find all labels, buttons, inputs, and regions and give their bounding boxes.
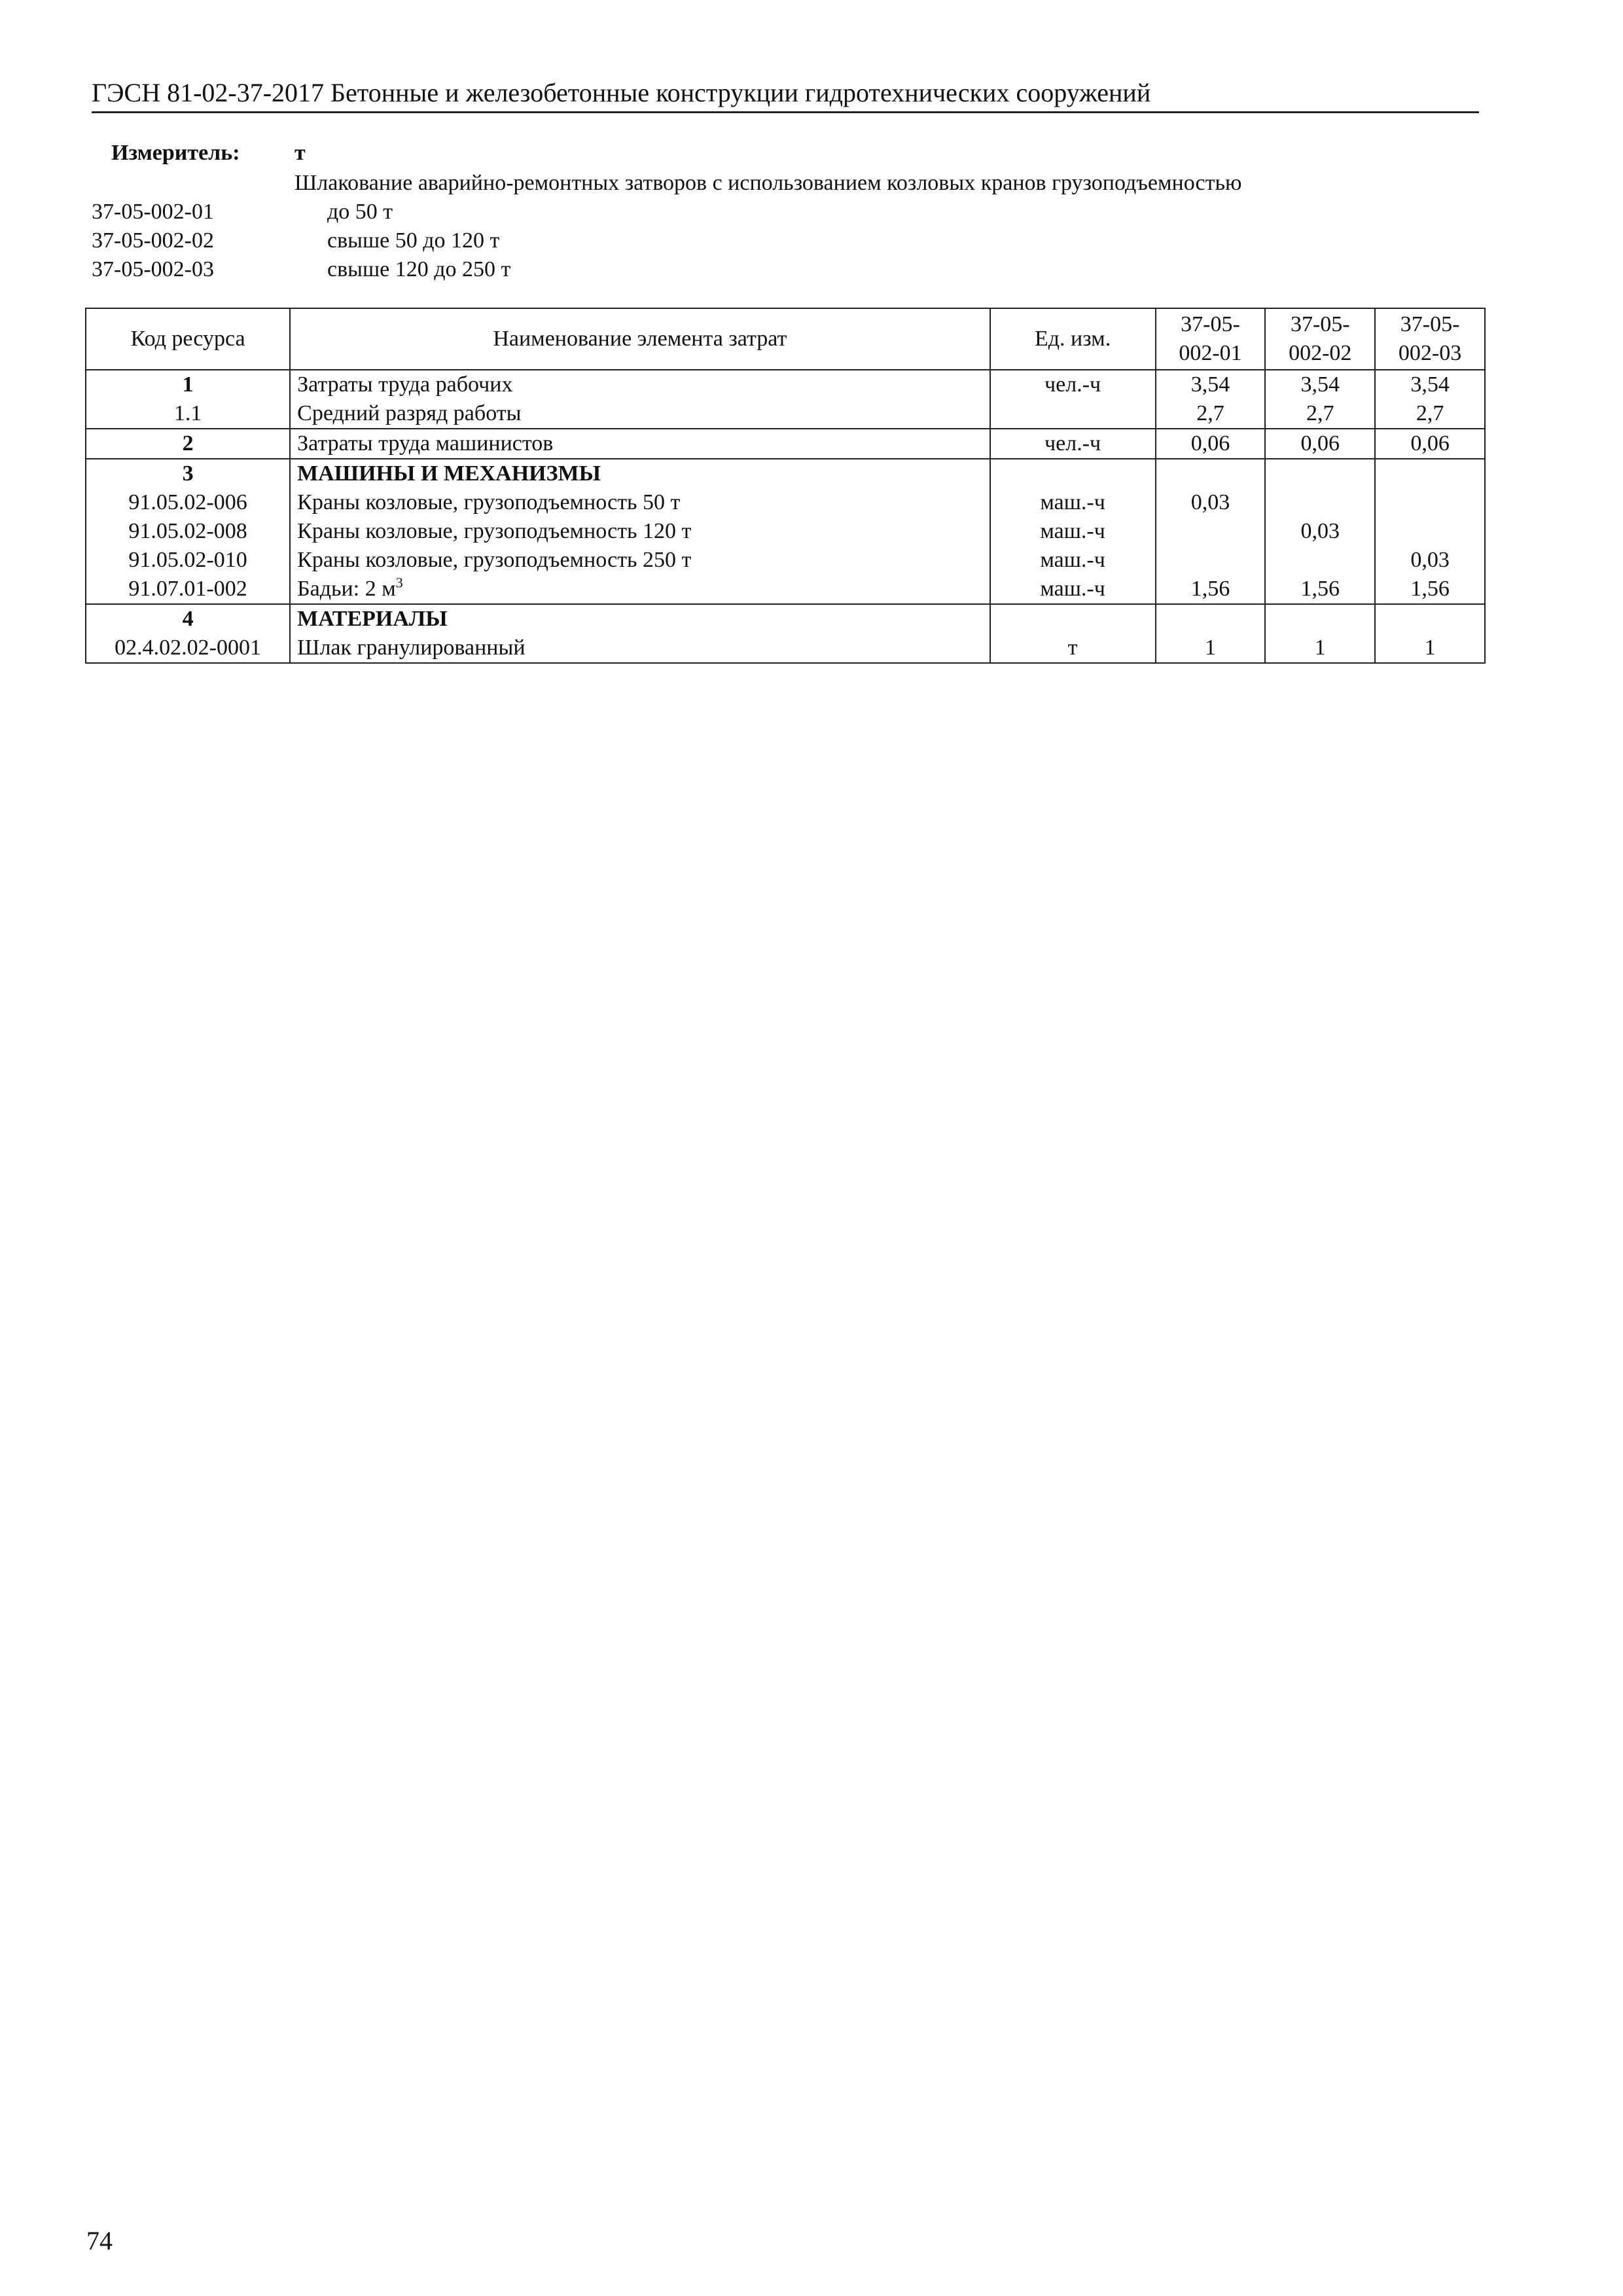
cell-value — [1265, 546, 1375, 575]
resource-table — [85, 308, 1486, 664]
cell-unit: чел.-ч — [990, 370, 1156, 399]
cell-value: 1,56 — [1375, 575, 1485, 604]
cell-name: Краны козловые, грузоподъемность 120 т — [290, 517, 990, 546]
cell-value — [1156, 546, 1266, 575]
variant-code: 37-05-002-03 — [92, 257, 214, 281]
cell-unit — [990, 459, 1156, 488]
cell-value: 1 — [1265, 634, 1375, 663]
cell-value — [1156, 517, 1266, 546]
section-title: МАТЕРИАЛЫ — [290, 604, 990, 634]
cell-value — [1375, 517, 1485, 546]
cell-value: 1,56 — [1156, 575, 1266, 604]
header-name: Наименование элемента затрат — [290, 308, 990, 370]
variant-text: свыше 50 до 120 т — [327, 228, 500, 253]
cell-code: 91.05.02-008 — [86, 517, 290, 546]
cell-value: 0,03 — [1156, 488, 1266, 517]
cell-value: 0,06 — [1375, 429, 1485, 459]
cell-code: 2 — [86, 429, 290, 459]
section-title: МАШИНЫ И МЕХАНИЗМЫ — [290, 459, 990, 488]
table-row — [86, 575, 1485, 604]
cell-value: 1 — [1375, 634, 1485, 663]
page-number: 74 — [86, 2226, 113, 2255]
cell-value — [1375, 459, 1485, 488]
table-row — [86, 459, 1485, 488]
cell-name: Шлак гранулированный — [290, 634, 990, 663]
cell-unit: маш.-ч — [990, 488, 1156, 517]
cell-value: 3,54 — [1375, 370, 1485, 399]
cell-value: 3,54 — [1265, 370, 1375, 399]
variant-code: 37-05-002-02 — [92, 228, 214, 253]
cell-name: Краны козловые, грузоподъемность 250 т — [290, 546, 990, 575]
meter-label: Измеритель: — [111, 141, 240, 165]
cell-value: 0,06 — [1265, 429, 1375, 459]
work-description: Шлакование аварийно-ремонтных затворов с использованием козловых кранов грузоподъемностью — [294, 171, 1242, 195]
cell-unit: т — [990, 634, 1156, 663]
variant-text: свыше 120 до 250 т — [327, 257, 511, 281]
cell-value: 0,03 — [1375, 546, 1485, 575]
cell-code: 02.4.02.02-0001 — [86, 634, 290, 663]
cell-value — [1156, 604, 1266, 634]
cell-unit: маш.-ч — [990, 546, 1156, 575]
cell-code: 91.05.02-006 — [86, 488, 290, 517]
cell-value: 1,56 — [1265, 575, 1375, 604]
cell-value: 2,7 — [1265, 399, 1375, 429]
cell-value — [1265, 604, 1375, 634]
cell-value — [1265, 488, 1375, 517]
header-unit: Ед. изм. — [990, 308, 1156, 370]
cell-name: Средний разряд работы — [290, 399, 990, 429]
cell-code: 1.1 — [86, 399, 290, 429]
cell-value: 0,03 — [1265, 517, 1375, 546]
table-header-row — [86, 308, 1485, 370]
cell-code: 91.05.02-010 — [86, 546, 290, 575]
table-row — [86, 634, 1485, 663]
cell-value — [1156, 459, 1266, 488]
cell-name: Затраты труда рабочих — [290, 370, 990, 399]
cell-name: Краны козловые, грузоподъемность 50 т — [290, 488, 990, 517]
cell-code: 1 — [86, 370, 290, 399]
cell-value — [1265, 459, 1375, 488]
cell-unit: маш.-ч — [990, 517, 1156, 546]
cell-code: 3 — [86, 459, 290, 488]
header-col-3: 37-05- 002-03 — [1375, 308, 1485, 370]
table-row — [86, 517, 1485, 546]
cell-value: 2,7 — [1156, 399, 1266, 429]
cell-code: 91.07.01-002 — [86, 575, 290, 604]
cell-value — [1375, 488, 1485, 517]
document-title: ГЭСН 81-02-37-2017 Бетонные и железобетонные конструкции гидротехнических сооружений — [92, 78, 1151, 107]
document-header — [92, 76, 1479, 113]
table-row — [86, 488, 1485, 517]
header-code: Код ресурса — [86, 308, 290, 370]
table-row — [86, 370, 1485, 399]
cell-unit — [990, 399, 1156, 429]
cell-name: Затраты труда машинистов — [290, 429, 990, 459]
variant-code: 37-05-002-01 — [92, 200, 214, 224]
table-row — [86, 604, 1485, 634]
header-col-1: 37-05- 002-01 — [1156, 308, 1266, 370]
header-col-2: 37-05- 002-02 — [1265, 308, 1375, 370]
cell-value: 0,06 — [1156, 429, 1266, 459]
cell-unit: маш.-ч — [990, 575, 1156, 604]
table-row — [86, 399, 1485, 429]
cell-value: 2,7 — [1375, 399, 1485, 429]
cell-unit: чел.-ч — [990, 429, 1156, 459]
table-row — [86, 546, 1485, 575]
cell-value: 3,54 — [1156, 370, 1266, 399]
table-row — [86, 429, 1485, 459]
cell-code: 4 — [86, 604, 290, 634]
cell-value — [1375, 604, 1485, 634]
cell-name: Бадьи: 2 $м^3$ — [290, 575, 990, 604]
cell-value: 1 — [1156, 634, 1266, 663]
variant-text: до 50 т — [327, 200, 393, 224]
meter-value: т — [294, 141, 306, 165]
cell-unit — [990, 604, 1156, 634]
